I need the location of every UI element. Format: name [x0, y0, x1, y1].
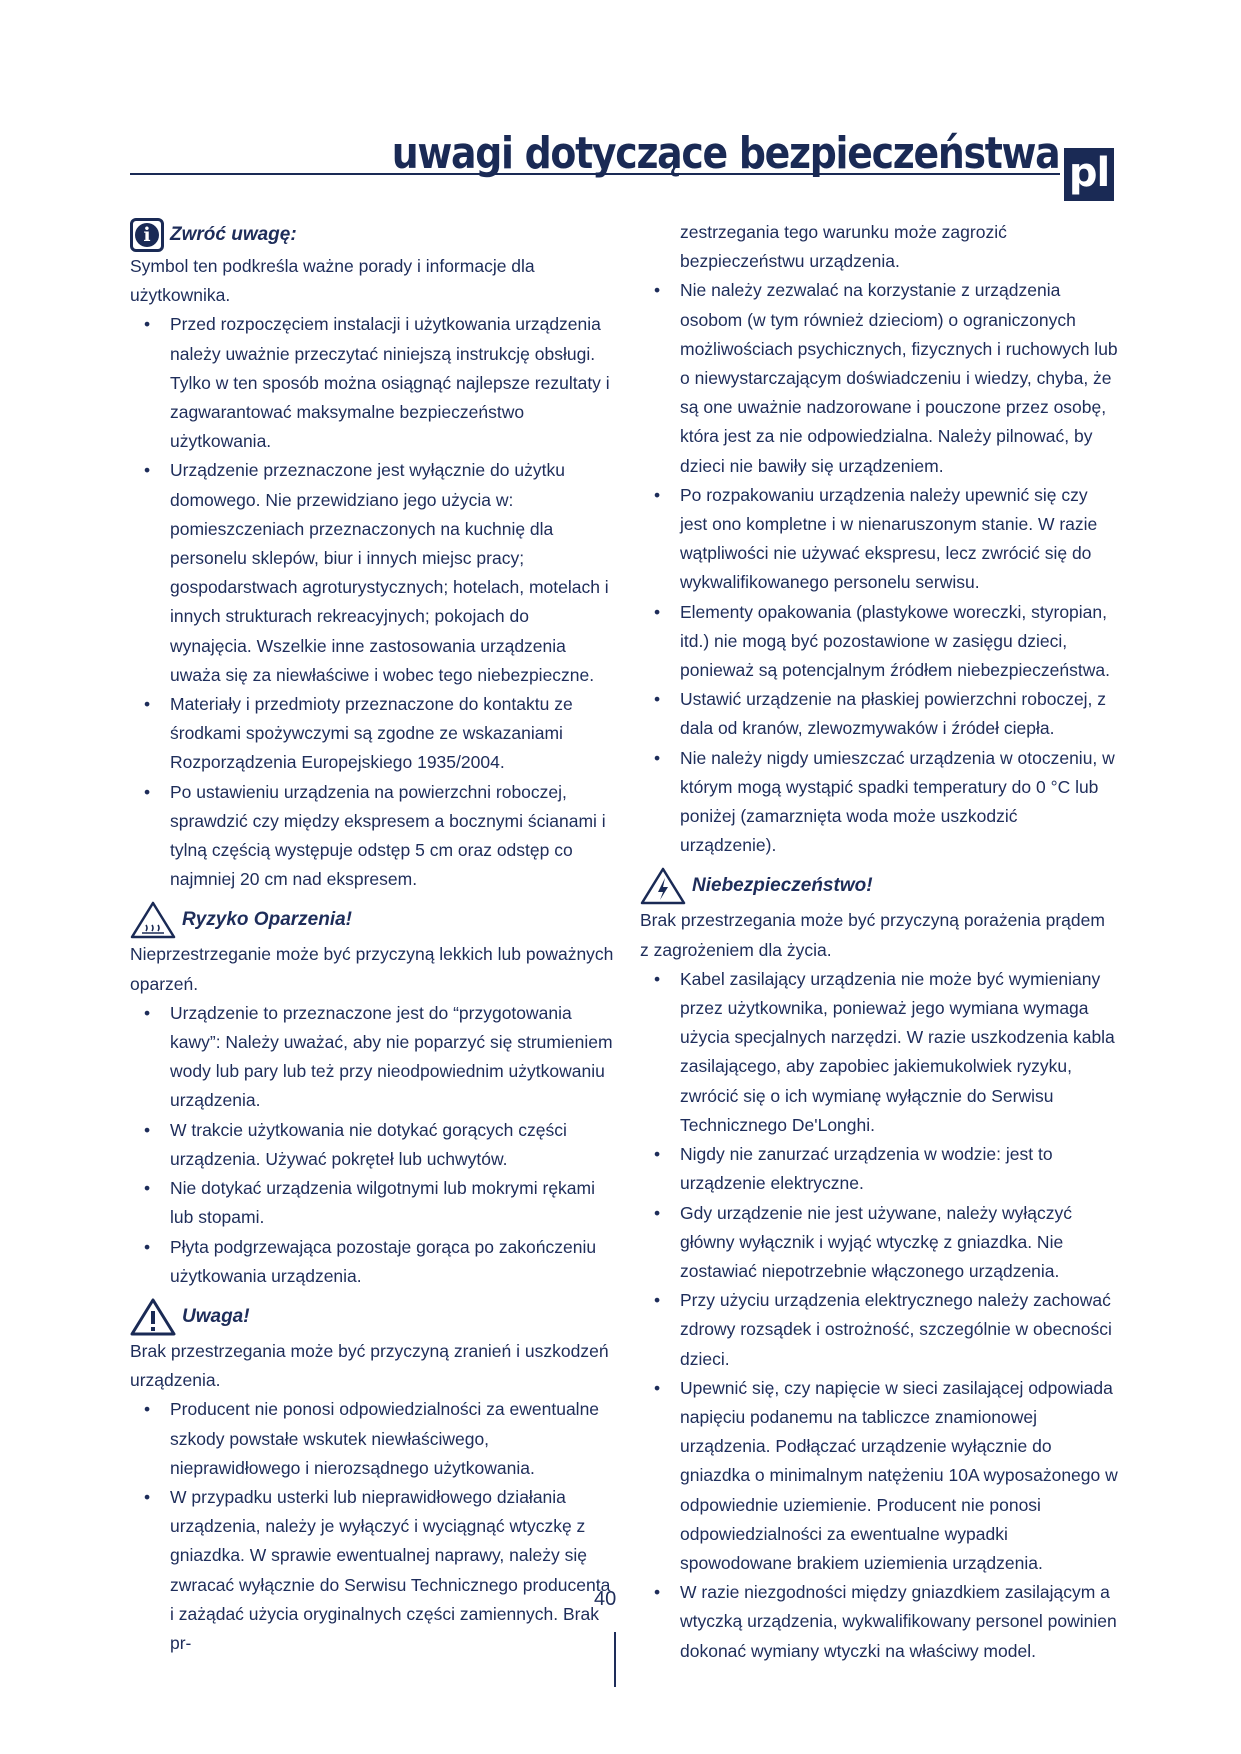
list-item: • W trakcie użytkowania nie dotykać gorących części urządzenia. Używać pokręteł lub uchwytów. [144, 1119, 567, 1169]
list-item: • Po rozpakowaniu urządzenia należy upewnić się czy jest ono kompletne i w nienaruszonym stanie. W razie wątpliwości nie używać ekspresu, lecz zwrócić się do wykwalifikowanego personelu serwisu. [654, 484, 1098, 593]
right-column [640, 218, 1118, 1666]
caution-warning-icon [130, 1297, 176, 1337]
general-list [640, 276, 1118, 860]
page-number-rule [614, 1632, 616, 1687]
continuation-text: zestrzegania tego warunku może zagrozić bezpieczeństwu urządzenia. [680, 222, 1007, 272]
electric-shock-warning-icon [640, 866, 686, 906]
list-item: • Płyta podgrzewająca pozostaje gorąca po zakończeniu użytkowania urządzenia. [144, 1236, 597, 1286]
burn-list [130, 999, 614, 1291]
list-item: • Urządzenie przeznaczone jest wyłącznie do użytku domowego. Nie przewidziano jego użycia w: pomieszczeniach przeznaczonych na kuchnię dla personelu sklepów, biur i innych miejsc pracy; gospodarstwach agroturystycznych; hotelach, motelach i innych strukturach rekreacyjnych; pokojach do wynajęcia. Wszelkie inne zastosowania urządzenia uważa się za niewłaściwe i wobec tego niebezpieczne. [144, 460, 609, 685]
list-item: • Nigdy nie zanurzać urządzenia w wodzie: jest to urządzenie elektryczne. [654, 1144, 1053, 1194]
danger-heading [640, 866, 1118, 906]
list-item: • Elementy opakowania (plastykowe woreczki, styropian, itd.) nie mogą być pozostawione w zasięgu dzieci, ponieważ są potencjalnym źródłem niebezpieczeństwa. [654, 601, 1110, 681]
language-badge: pl [1064, 148, 1114, 201]
left-column [130, 218, 617, 1658]
page-title: uwagi dotyczące bezpieczeństwa [391, 128, 1059, 179]
info-icon: i [130, 218, 164, 252]
list-item: • Przed rozpoczęciem instalacji i użytkowania urządzenia należy uważnie przeczytać niniejszą instrukcję obsługi. Tylko w ten sposób można osiągnąć najlepsze rezultaty i zagwarantować maksymalne bezpieczeństwo użytkowania. [144, 314, 610, 452]
note-title: Zwróć uwagę: [170, 224, 297, 245]
list-item: • Upewnić się, czy napięcie w sieci zasilającej odpowiada napięciu podanemu na tabliczce znamionowej urządzenia. Podłączać urządzenie wyłącznie do gniazdka o minimalnym natężeniu 10A wyposażonego w odpowiednie uziemienie. Producent nie ponosi odpowiedzialności za ewentualne wypadki spowodowane brakiem uziemienia urządzenia. [654, 1377, 1118, 1573]
hot-surface-warning-icon [130, 900, 176, 940]
list-item: • Nie dotykać urządzenia wilgotnymi lub mokrymi rękami lub stopami. [144, 1178, 596, 1228]
page-number: 40 [594, 1588, 617, 1610]
list-item: • Nie należy nigdy umieszczać urządzenia w otoczeniu, w którym mogą wystąpić spadki temperatury do 0 °C lub poniżej (zamarznięta woda może uszkodzić urządzenie). [654, 747, 1115, 856]
caution-intro: Brak przestrzegania może być przyczyną zranień i uszkodzeń urządzenia. [130, 1340, 609, 1391]
list-item: • W razie niezgodności między gniazdkiem zasilającym a wtyczką urządzenia, wykwalifikowany personel powinien dokonać wymiany wtyczki na właściwy model. [654, 1582, 1117, 1661]
caution-heading [130, 1297, 614, 1337]
list-item: • Kabel zasilający urządzenia nie może być wymieniany przez użytkownika, ponieważ jego wymiana wymaga użycia specjalnych narzędzi. W razie uszkodzenia kabla zasilającego, aby zapobiec jakiemukolwiek ryzyku, zwrócić się o ich wymianę wyłącznie do Serwisu Technicznego De'Longhi. [654, 968, 1115, 1135]
danger-intro: Brak przestrzegania może być przyczyną porażenia prądem z zagrożeniem dla życia. [640, 910, 1105, 960]
note-intro: Symbol ten podkreśla ważne porady i informacje dla użytkownika. [130, 256, 535, 306]
list-item: • Przy użyciu urządzenia elektrycznego należy zachować zdrowy rozsądek i ostrożność, szczególnie w obecności dzieci. [654, 1290, 1112, 1369]
burn-title: Ryzyko Oparzenia! [182, 909, 352, 931]
burn-heading [130, 900, 614, 940]
caution-list [130, 1395, 617, 1658]
note-list [130, 310, 614, 894]
list-item: • Producent nie ponosi odpowiedzialności za ewentualne szkody powstałe wskutek niewłaściwego, nieprawidłowego i nierozsądnego użytkowania. [144, 1399, 600, 1478]
list-item: • Ustawić urządzenie na płaskiej powierzchni roboczej, z dala od kranów, zlewozmywaków i źródeł ciepła. [654, 689, 1107, 739]
burn-intro: Nieprzestrzeganie może być przyczyną lekkich lub poważnych oparzeń. [130, 944, 614, 994]
list-item: • Gdy urządzenie nie jest używane, należy wyłączyć główny wyłącznik i wyjąć wtyczkę z gniazdka. Nie zostawiać niepotrzebnie włączonego urządzenia. [654, 1202, 1072, 1281]
list-item: • W przypadku usterki lub nieprawidłowego działania urządzenia, należy je wyłączyć i wyciągnąć wtyczkę z gniazdka. W sprawie ewentualnej naprawy, należy się zwracać wyłącznie do Serwisu Technicznego producenta i zażądać użycia oryginalnych części zamiennych. Brak pr- [144, 1486, 611, 1653]
list-item: • Materiały i przedmioty przeznaczone do kontaktu ze środkami spożywczymi są zgodne ze wskazaniami Rozporządzenia Europejskiego 1935/2004. [144, 694, 573, 773]
list-item: • Urządzenie to przeznaczone jest do “przygotowania kawy”: Należy uważać, aby nie poparzyć się strumieniem wody lub pary lub też przy nieodpowiednim użytkowaniu urządzenia. [144, 1002, 613, 1111]
danger-title: Niebezpieczeństwo! [692, 875, 873, 897]
note-heading [130, 218, 614, 252]
caution-title: Uwaga! [182, 1305, 250, 1327]
list-item: • Po ustawieniu urządzenia na powierzchni roboczej, sprawdzić czy między ekspresem a bocznymi ścianami i tylną częścią występuje odstęp 5 cm oraz odstęp co najmniej 20 cm nad ekspresem. [144, 781, 606, 890]
danger-list [640, 965, 1118, 1666]
list-item: • Nie należy zezwalać na korzystanie z urządzenia osobom (w tym również dzieciom) o ograniczonych możliwościach psychicznych, fizycznych i ruchowych lub o niewystarczającym doświadczeniu i wiedzy, chyba, że są one uważnie nadzorowane i pouczone przez osobę, która jest za nie odpowiedzialna. Należy pilnować, by dzieci nie bawiły się urządzeniem. [654, 280, 1118, 476]
